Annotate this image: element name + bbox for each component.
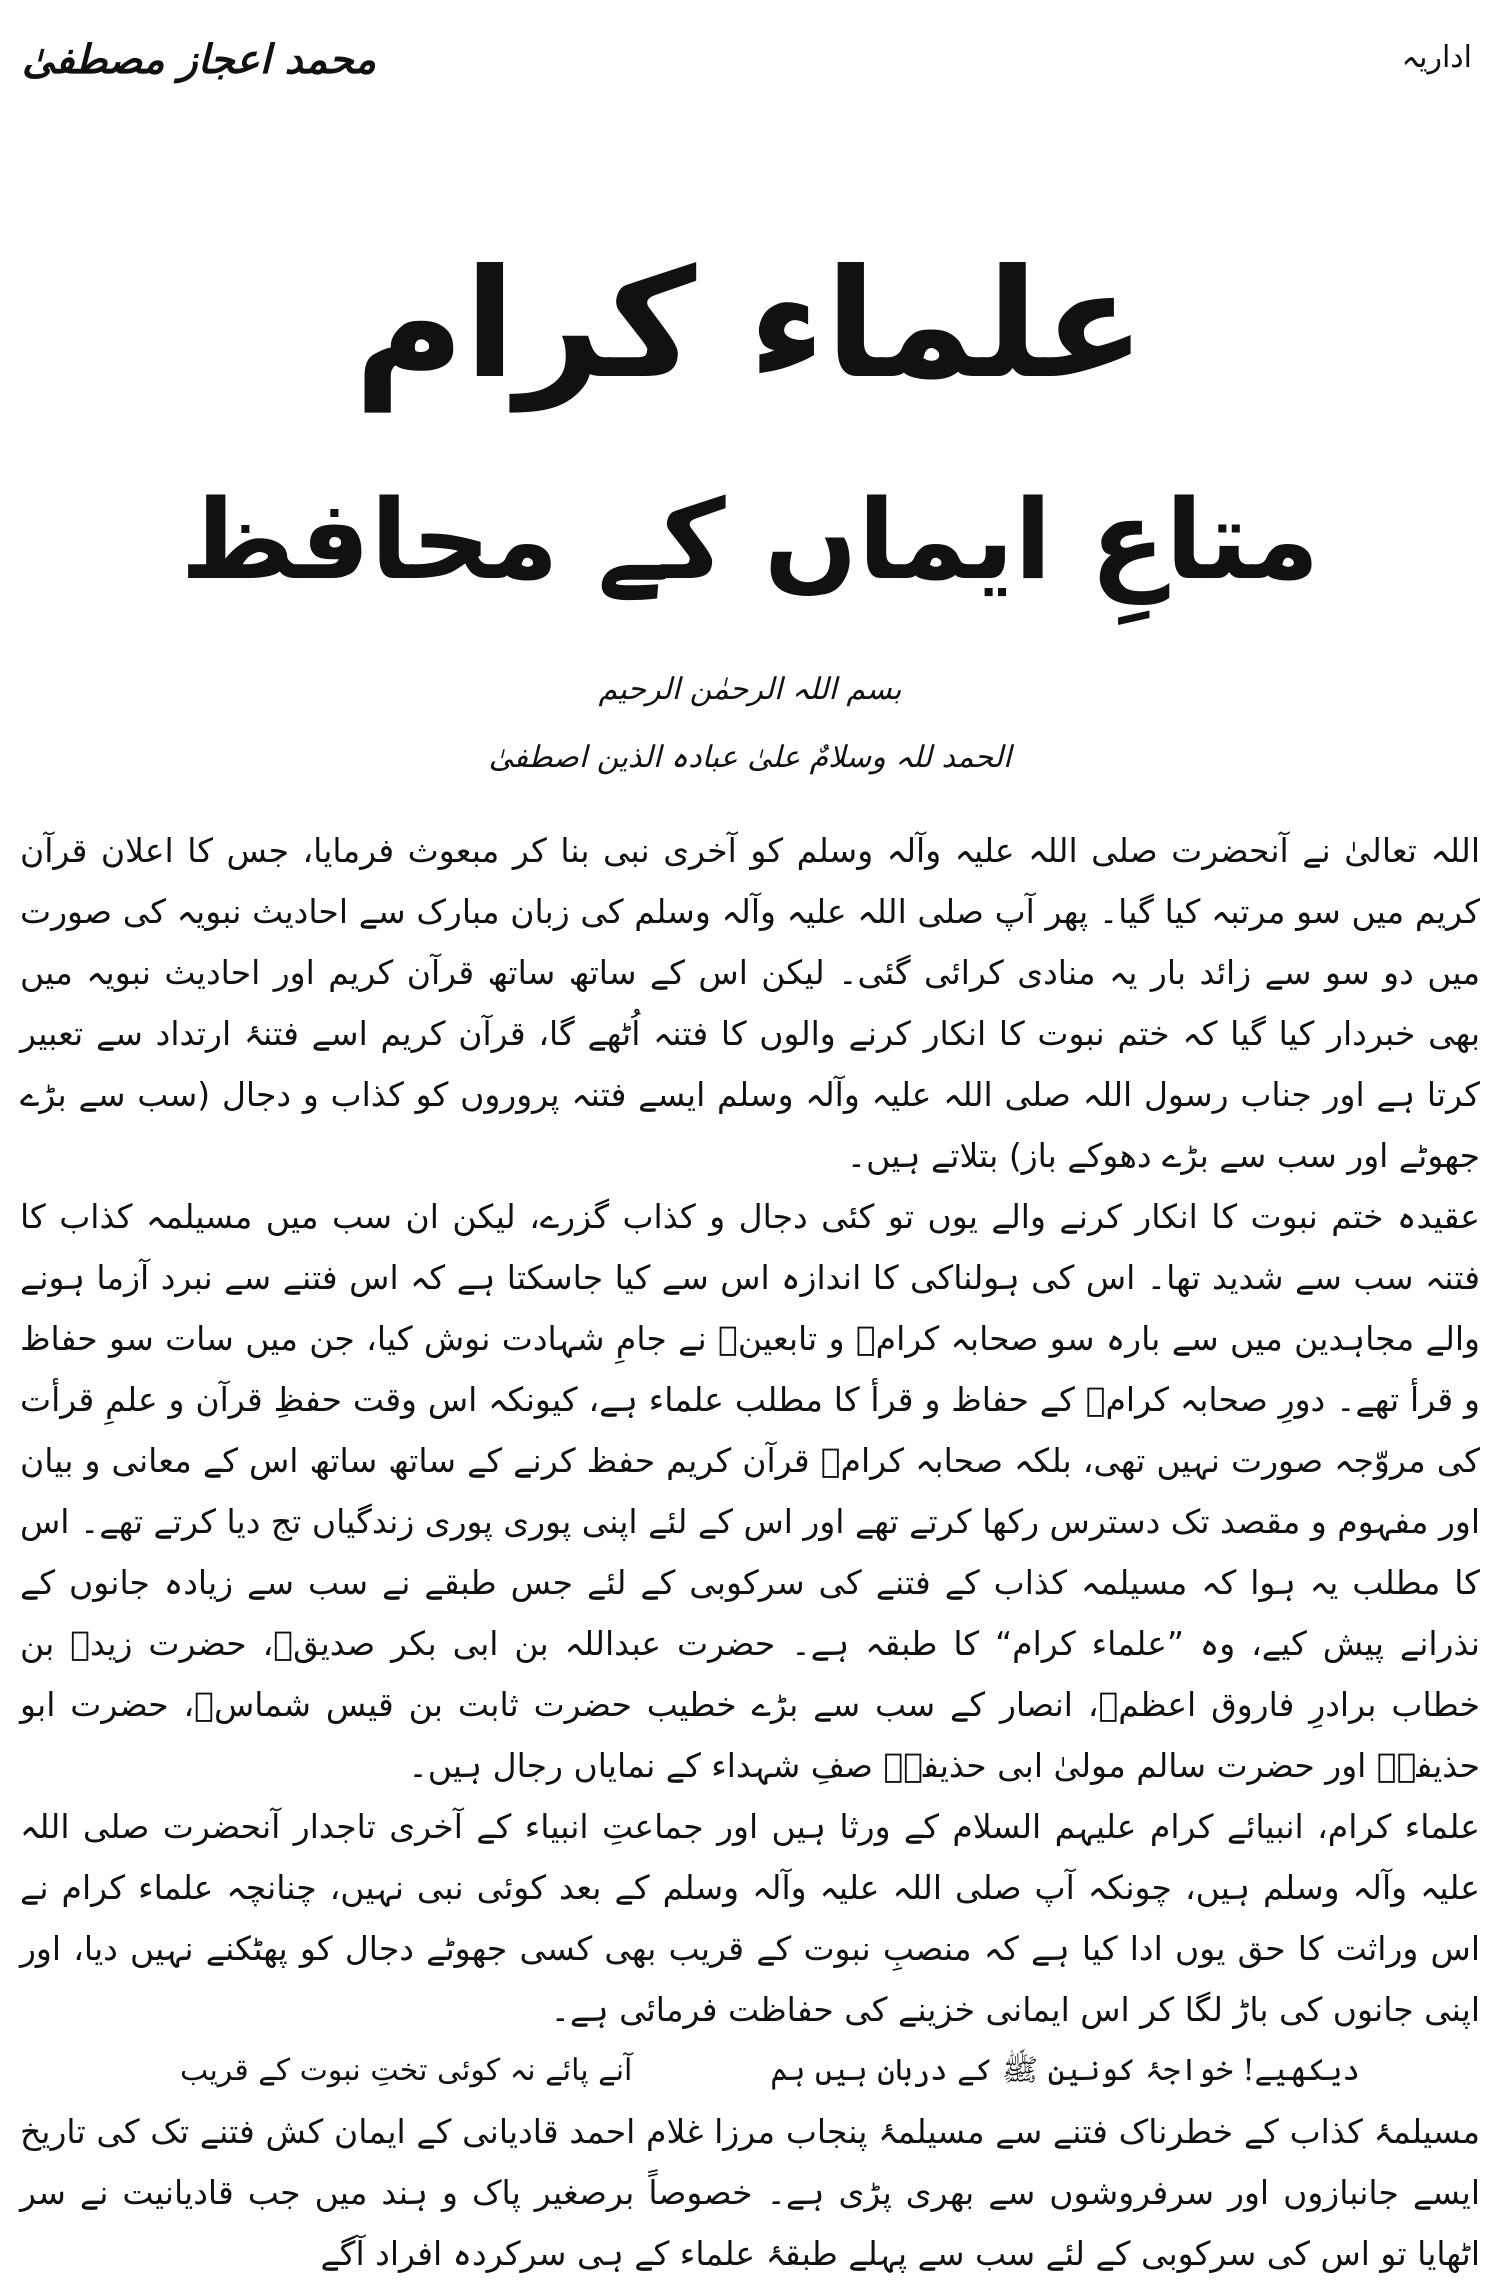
paragraph: عقیدہ ختم نبوت کا انکار کرنے والے یوں تو کئی دجال و کذاب گزرے، لیکن ان سب میں مسیلمہ کذاب کا فتنہ سب سے شدید تھا۔ اس کی ہولناکی کا اندازہ اس سے کیا جاسکتا ہے کہ اس فتنے سے نبرد آزما ہونے والے مجاہدین میں سے بارہ سو صحابہ کرامؓ و تابعینؒ نے جامِ شہادت نوش کیا، جن میں سات سو حفاظ و قرأ تھے۔ دورِ صحابہ کرامؓ کے حفاظ و قرأ کا مطلب علماء ہے، کیونکہ اس وقت حفظِ قرآن و علمِ قرأت کی مروّجہ صورت نہیں تھی، بلکہ صحابہ کرامؓ قرآن کریم حفظ کرنے کے ساتھ ساتھ اس کے معانی و بیان اور مفہوم و مقصد تک دسترس رکھا کرتے تھے اور اس کے لئے اپنی پوری پوری زندگیاں تج دیا کرتے تھے۔ اس کا مطلب یہ ہوا کہ مسیلمہ کذاب کے فتنے کی سرکوبی کے لئے جس طبقے نے سب سے زیادہ جانوں کے نذرانے پیش کیے، وہ ”علماء کرام“ کا طبقہ ہے۔ حضرت عبداللہ بن ابی بکر صدیقؓ، حضرت زیدؓ بن خطاب برادرِ فاروق اعظمؓ، انصار کے سب سے بڑے خطیب حضرت ثابت بن قیس شماسؓ، حضرت ابو حذیفہؓ اور حضرت سالم مولیٰ ابی حذیفہؓ صفِ شہداء کے نمایاں رجال ہیں۔ — [20, 1197, 1480, 1785]
section-label: اداریہ — [1401, 40, 1472, 75]
verse-left: آنے پائے نہ کوئی تختِ نبوت کے قریب — [180, 2053, 633, 2088]
paragraph: اللہ تعالیٰ نے آنحضرت صلی اللہ علیہ وآلہ وسلم کو آخری نبی بنا کر مبعوث فرمایا، جس کا اعلان قرآن کریم میں سو مرتبہ کیا گیا۔ پھر آپ صلی اللہ علیہ وآلہ وسلم کی زبان مبارک سے احادیث نبویہ کی صورت میں دو سو سے زائد بار یہ منادی کرائی گئی۔ لیکن اس کے ساتھ ساتھ قرآن کریم اور احادیث نبویہ میں بھی خبردار کیا گیا کہ ختم نبوت کا انکار کرنے والوں کا فتنہ اُٹھے گا، قرآن کریم اسے فتنۂ ارتداد سے تعبیر کرتا ہے اور جناب رسول اللہ صلی اللہ علیہ وآلہ وسلم ایسے فتنہ پروروں کو کذاب و دجال (سب سے بڑے جھوٹے اور سب سے بڑے دھوکے باز) بتلاتے ہیں۔ — [20, 831, 1480, 1175]
article-title-line2: متاعِ ایماں کے محافظ — [180, 476, 1320, 604]
paragraph: مسیلمۂ کذاب کے خطرناک فتنے سے مسیلمۂ پنجاب مرزا غلام احمد قادیانی کے ایمان کش فتنے تک کی تاریخ ایسے جانبازوں اور سرفروشوں سے بھری پڑی ہے۔ خصوصاً برصغیر پاک و ہند میں جب قادیانیت نے سر اٹھایا تو اس کی سرکوبی کے لئے سب سے پہلے طبقۂ علماء کے ہی سرکردہ افراد آگے — [20, 2112, 1480, 2273]
verse-couplet — [20, 2040, 1480, 2101]
article-body — [20, 820, 1480, 2284]
article-title-line1: علماء کرام — [354, 238, 1146, 412]
paragraph: علماء کرام، انبیائے کرام علیہم السلام کے ورثا ہیں اور جماعتِ انبیاء کے آخری تاجدار آنحضرت صلی اللہ علیہ وآلہ وسلم ہیں، چونکہ آپ صلی اللہ علیہ وآلہ وسلم کے بعد کوئی نبی نہیں، چنانچہ علماء کرام نے اس وراثت کا حق یوں ادا کیا ہے کہ منصبِ نبوت کے قریب بھی کسی جھوٹے دجال کو پھٹکنے نہیں دیا، اور اپنی جانوں کی باڑ لگا کر اس ایمانی خزینے کی حفاظت فرمائی ہے۔ — [20, 1807, 1480, 2029]
verse-right: دیکھیے! خواجۂ کونین ﷺ کے دربان ہیں ہم — [770, 2053, 1360, 2088]
author-name: محمد اعجاز مصطفیٰ — [22, 36, 377, 83]
bismillah: بسم اللہ الرحمٰن الرحیم — [598, 672, 902, 707]
hamd-line: الحمد للہ وسلامٌ علیٰ عبادہ الذین اصطفیٰ — [488, 740, 1012, 775]
